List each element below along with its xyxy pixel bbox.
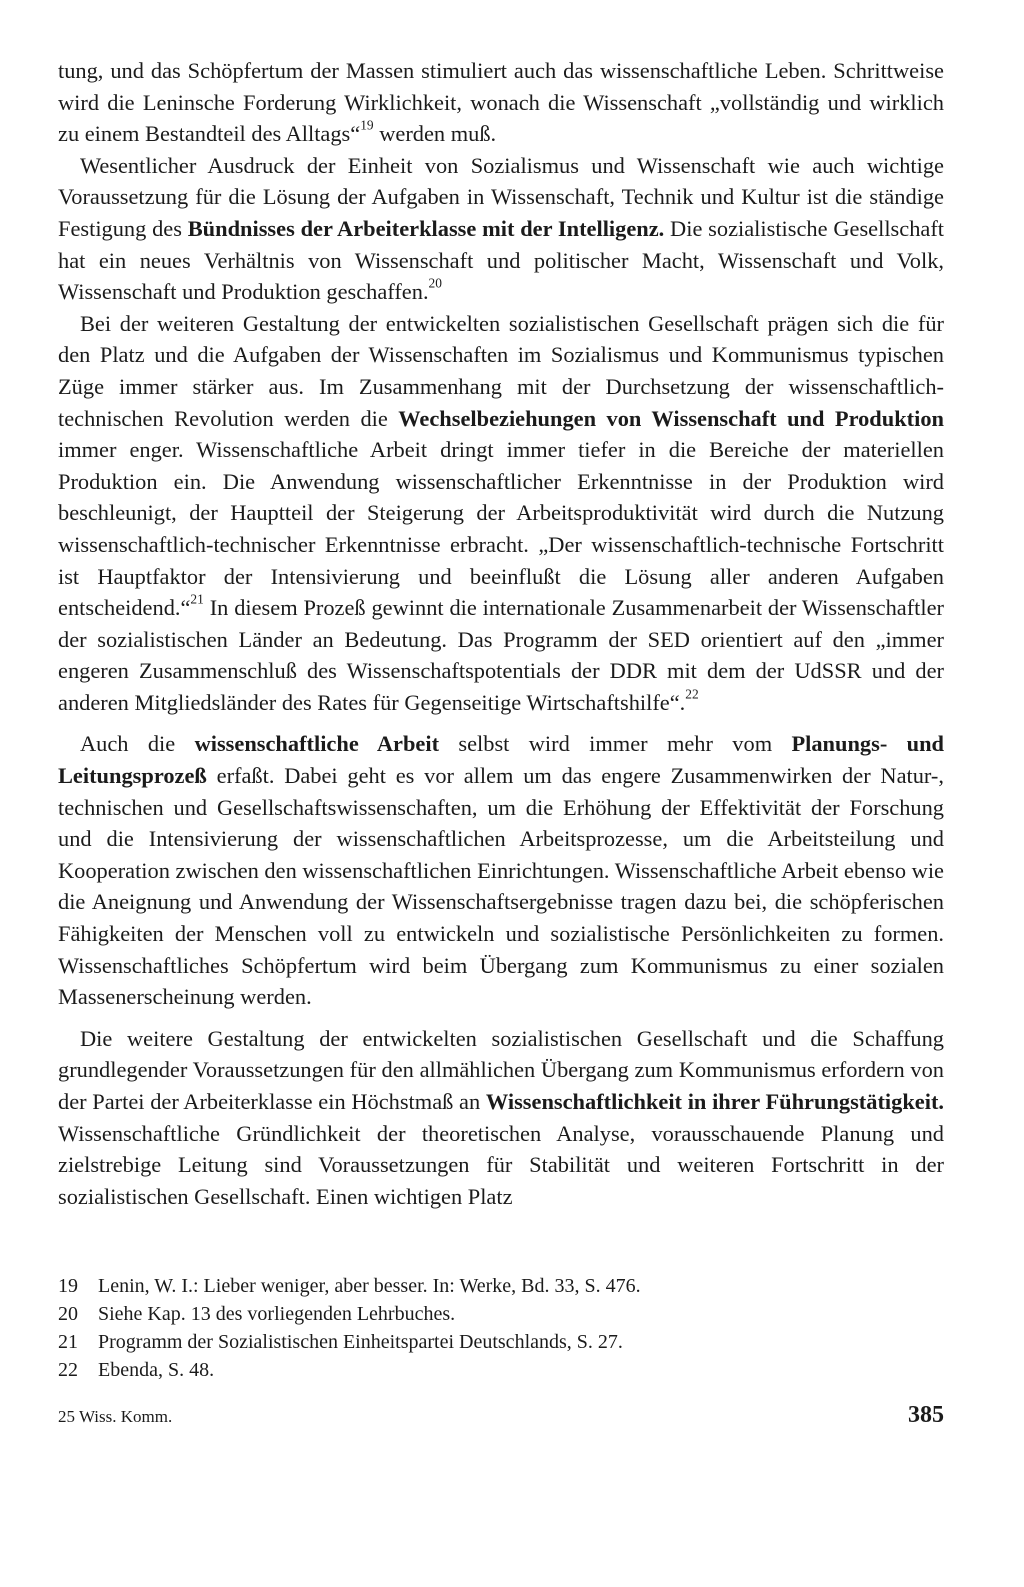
footnote-ref: 21 — [190, 591, 204, 607]
footnote — [58, 1300, 944, 1328]
footnote-number: 20 — [58, 1303, 78, 1325]
text-run: Wissenschaftliche Gründlichkeit der theoretischen Analyse, vorausschauende Planung und zielstrebige Leitung sind Voraussetzungen für Stabilität und weiteren Fortschritt in der sozialistischen Gesellschaft. Einen wichtigen Platz — [58, 1120, 944, 1209]
footnotes — [58, 1272, 944, 1384]
text-run: Die sozialistische Gesellschaft hat ein neues Verhältnis von Wissenschaft und politischer Macht, Wissenschaft und Volk, Wissenschaft und Produktion geschaffen. — [58, 215, 945, 305]
footnote-text: Programm der Sozialistischen Einheitspartei Deutschlands, S. 27. — [98, 1331, 623, 1353]
paragraph — [58, 308, 944, 719]
emphasis: Planungs- und Leitungsprozeß — [58, 731, 944, 789]
text-run: Wesentlicher Ausdruck der Einheit von Sozialismus und Wissenschaft wie auch wichtige Voraussetzung für die Lösung der Aufgaben in Wissenschaft, Technik und Kultur ist die ständige Festigung des — [58, 152, 944, 241]
text-run: tung, und das Schöpfertum der Massen stimuliert auch das wissenschaftliche Leben. Schrittweise wird die Leninsche Forderung Wirklichkeit, wonach die Wissenschaft „vollständig und wirklich zu einem Bestandteil des Alltags“ — [58, 58, 944, 147]
text-run: Bei der weiteren Gestaltung der entwickelten sozialistischen Gesellschaft prägen sich die für den Platz und die Aufgaben der Wissenschaften im Sozialismus und Kommunismus typischen Züge immer stärker aus. Im Zusammenhang mit der Durchsetzung der wissenschaftlich-technischen Revolution werden die — [58, 310, 944, 431]
emphasis: Wechselbeziehungen von Wissenschaft und Produktion — [398, 405, 944, 431]
page-footer — [58, 1402, 944, 1429]
emphasis: wissenschaftliche Arbeit — [194, 731, 440, 757]
footnote-text: Lenin, W. I.: Lieber weniger, aber besser. In: Werke, Bd. 33, S. 476. — [98, 1275, 641, 1297]
body-text — [58, 55, 944, 1212]
sheet-signature: 25 Wiss. Komm. — [58, 1407, 173, 1426]
footnote-text: Ebenda, S. 48. — [98, 1359, 215, 1381]
text-run: immer enger. Wissenschaftliche Arbeit dringt immer tiefer in die Bereiche der materiellen Produktion ein. Die Anwendung wissenschaftlicher Erkenntnisse in der Produktion wird beschleunigt, der Hauptteil der Steigerung der Arbeitsproduktivität wird durch die Nutzung wissenschaftlich-technischer Erkenntnisse erbracht. „Der wissenschaftlich-technische Fortschritt ist Hauptfaktor der Intensivierung und beeinflußt die Lösung aller anderen Aufgaben entscheidend.“ — [58, 437, 944, 621]
text-run: selbst wird immer mehr vom — [439, 731, 792, 757]
paragraph — [58, 728, 944, 1012]
footnote — [58, 1356, 944, 1384]
footnote-number: 22 — [58, 1359, 78, 1381]
footnote — [58, 1328, 944, 1356]
footnote-ref: 22 — [685, 686, 699, 702]
text-run: Die weitere Gestaltung der entwickelten sozialistischen Gesellschaft und die Schaffung grundlegender Voraussetzungen für den allmählichen Übergang zum Kommunismus erfordern von der Partei der Arbeiterklasse ein Höchstmaß an — [58, 1025, 944, 1114]
page-number: 385 — [908, 1402, 944, 1428]
footnote-text: Siehe Kap. 13 des vorliegenden Lehrbuches. — [98, 1303, 456, 1325]
footnote-ref: 19 — [360, 117, 374, 133]
text-run: werden muß. — [373, 121, 497, 147]
text-run: erfaßt. Dabei geht es vor allem um das engere Zusammenwirken der Natur-, technischen und Gesellschaftswissenschaften, um die Erhöhung der Effektivität der Forschung und die Intensivierung der wissenschaftlichen Arbeitsprozesse, um die Arbeitsteilung und Kooperation zwischen den wissenschaftlichen Einrichtungen. Wissenschaftliche Arbeit ebenso wie die Aneignung und Anwendung der Wissenschaftsergebnisse tragen dazu bei, die schöpferischen Fähigkeiten der Menschen voll zu entwickeln und sozialistische Persönlichkeiten zu formen. Wissenschaftliches Schöpfertum wird beim Übergang zum Kommunismus zu einer sozialen Massenerscheinung werden. — [58, 763, 944, 1010]
footnote-number: 19 — [58, 1275, 78, 1297]
emphasis: Wissenschaftlichkeit in ihrer Führungstätigkeit. — [485, 1089, 944, 1114]
paragraph — [58, 55, 944, 150]
text-run: Auch die — [80, 731, 195, 757]
footnote — [58, 1272, 944, 1300]
footnote-number: 21 — [58, 1331, 78, 1353]
footnote-ref: 20 — [428, 275, 442, 291]
paragraph — [58, 1023, 944, 1213]
paragraph — [58, 150, 944, 308]
text-run: In diesem Prozeß gewinnt die internationale Zusammenarbeit der Wissenschaftler der sozialistischen Länder an Bedeutung. Das Programm der SED orientiert auf den „immer engeren Zusammenschluß des Wissenschaftspotentials der DDR mit dem der UdSSR und der anderen Mitgliedsländer des Rates für Gegenseitige Wirtschaftshilfe“. — [58, 595, 944, 715]
emphasis: Bündnisses der Arbeiterklasse mit der Intelligenz. — [187, 215, 665, 241]
